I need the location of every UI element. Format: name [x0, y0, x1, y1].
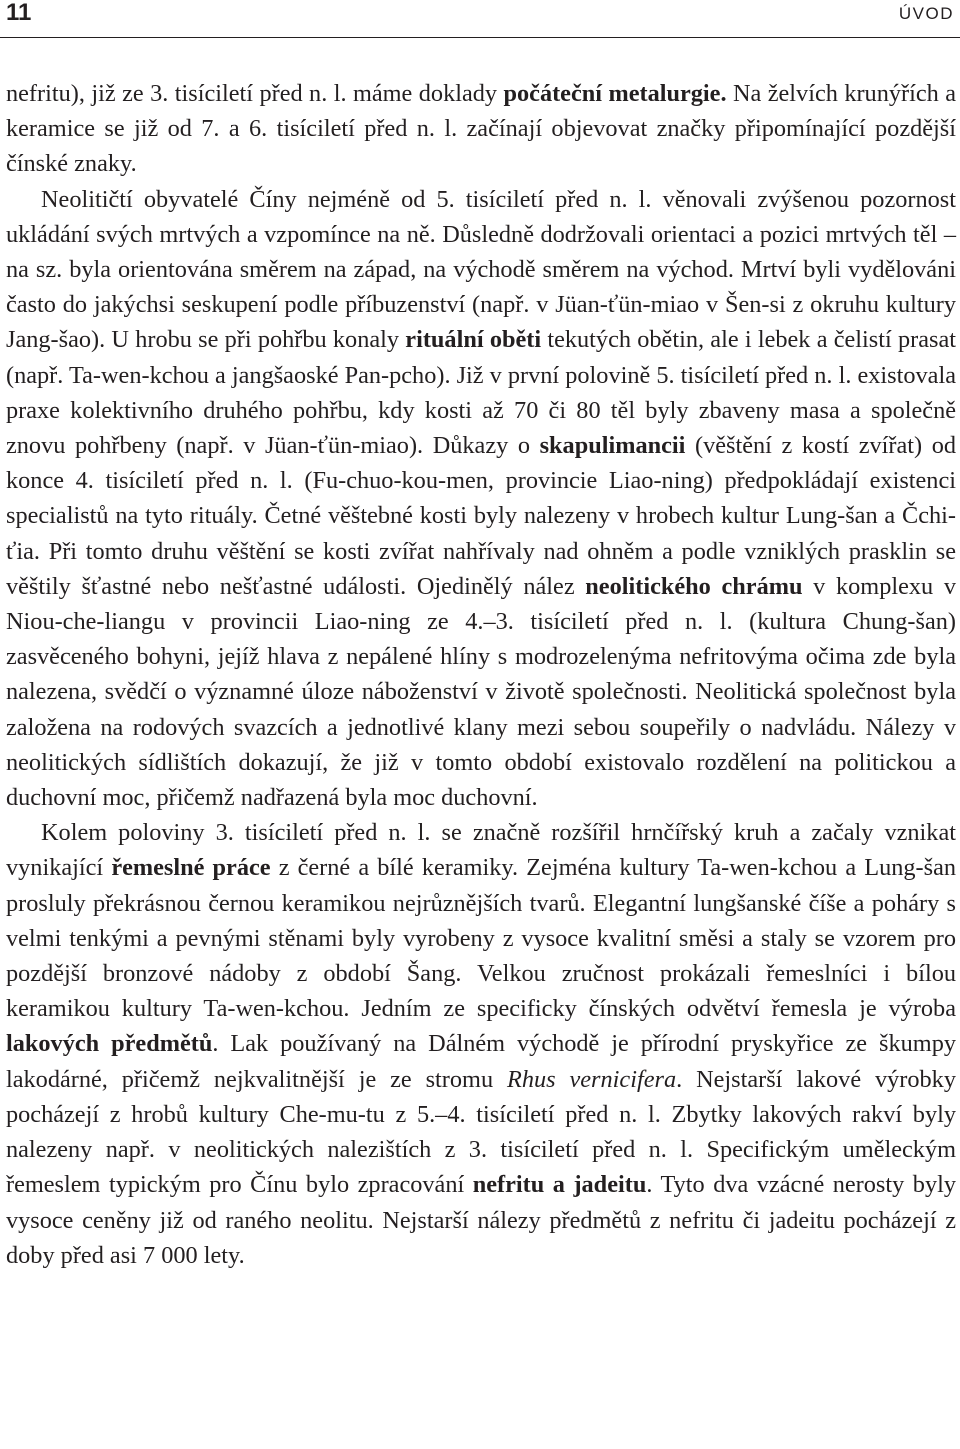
text-run: . Lak používaný na Dálném východě je přírodní pryskyřice ze škumpy lakodárné, přičemž nejkvalitnější je ze stromu — [6, 1030, 956, 1093]
text-run: nefritu), již ze 3. tisíciletí před n. l. máme doklady — [6, 80, 504, 107]
emphasis-term: lakových předmětů — [6, 1030, 213, 1058]
text-run: z černé a bílé keramiky. Zejména kultury Ta-wen-kchou a Lung-šan prosluly překrásnou černou keramikou nejrůznějších tvarů. Elegantní lungšanské číše a poháry s velmi tenkými a pevnými stěnami byly vyrobeny z vysoce kvalitní směsi a staly se vzorem pro pozdější bronzové nádoby z období Šang. Velkou zručnost prokázali řemeslníci i bílou keramikou kultury Ta-wen-kchou. Jedním ze specificky čínských odvětví řemesla je výroba — [6, 854, 957, 1023]
text-run: tekutých obětin, ale i lebek a čelistí prasat (např. Ta-wen-kchou a jangšaoské Pan-pcho). Již v první polovině 5. tisíciletí před n. l. existovala praxe kolektivního druhého pohřbu, kdy kosti až 70 či 80 těl byly zbaveny masa a společně znovu pohřbeny (např. v Jüan-ťün-miao). Důkazy o — [6, 326, 956, 460]
header-rule — [0, 37, 960, 38]
emphasis-term: skapulimancii — [539, 432, 686, 460]
text-run: . Nejstarší lakové výrobky pocházejí z hrobů kultury Che-mu-tu z 5.–4. tisíciletí před n. l. Zbytky lakových rakví byly nalezeny např. v neolitických nalezištích z 3. tisíciletí před n. l. Specifickým uměleckým řemeslem typickým pro Čínu bylo zpracování — [6, 1065, 956, 1199]
text-run: Neolitičtí obyvatelé Číny nejméně od 5. tisíciletí před n. l. věnovali zvýšenou pozornost ukládání svých mrtvých a vzpomínce na ně. Důsledně dodržovali orientaci a pozici mrtvých těl – na sz. byla orientována směrem na západ, na východě směrem na východ. Mrtví byli vydělováni často do jakýchsi seskupení podle příbuzenství (např. v Jüan-ťün-miao v Šen-si z okruhu kultury Jang-šao). U hrobu se při pohřbu konaly — [6, 185, 956, 354]
page-header — [0, 0, 960, 40]
text-run: Kolem poloviny 3. tisíciletí před n. l. se značně rozšířil hrnčířský kruh a začaly vznikat vynikající — [6, 819, 956, 882]
paragraph — [6, 76, 956, 182]
text-run: (věštění z kostí zvířat) od konce 4. tisíciletí před n. l. (Fu-chuo-kou-men, provincie Liao-ning) předpokládají existenci specialistů na tyto rituály. Četné věštebné kosti byly nalezeny v hrobech kultur Lung-šan a Čchi-ťia. Při tomto druhu věštění se kosti zvířat nahřívaly nad ohněm a podle vzniklých prasklin se věštily šťastné nebo nešťastné události. Ojedinělý nález — [6, 432, 956, 600]
text-run: . Tyto dva vzácné nerosty byly vysoce ceněny již od raného neolitu. Nejstarší nálezy předmětů z nefritu či jadeitu pocházejí z doby před asi 7 000 lety. — [6, 1171, 956, 1269]
paragraph — [6, 182, 956, 816]
emphasis-term: neolitického chrámu — [585, 572, 803, 600]
body-text — [6, 76, 956, 1273]
latin-term: Rhus vernicifera — [507, 1065, 677, 1093]
running-head: ÚVOD — [898, 4, 954, 23]
text-run: v komplexu v Niou-che-liangu v provincii Liao-ning ze 4.–3. tisíciletí před n. l. (kultura Chung-šan) zasvěceného bohyni, jejíž hlava z nepálené hlíny s modrozelenýma nefritovýma očima zde byla nalezena, svědčí o významné úloze náboženství v životě společnosti. Neolitická společnost byla založena na rodových svazcích a jednotlivé klany mezi sebou soupeřily o nadvládu. Nálezy v neolitických sídlištích dokazují, že již v tomto období existovalo rozdělení na politickou a duchovní moc, přičemž nadřazená byla moc duchovní. — [6, 572, 957, 812]
page-number: 11 — [6, 0, 32, 26]
paragraph — [6, 815, 956, 1273]
emphasis-term: rituální oběti — [405, 326, 542, 354]
emphasis-term: řemeslné práce — [111, 854, 271, 882]
text-run: Na želvích krunýřích a keramice se již od 7. a 6. tisíciletí před n. l. začínají objevovat značky připomínající pozdější čínské znaky. — [6, 80, 956, 178]
emphasis-term: počáteční metalurgie. — [503, 80, 727, 107]
emphasis-term: nefritu a jadeitu — [472, 1171, 647, 1199]
